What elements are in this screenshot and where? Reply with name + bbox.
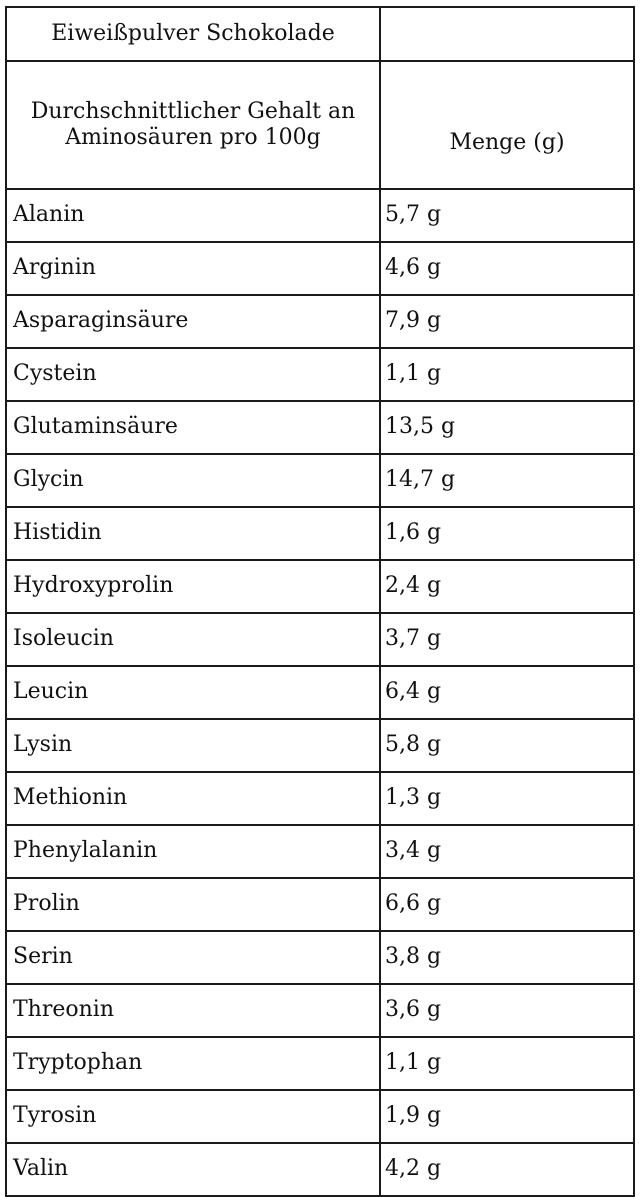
amino-acid-name: Leucin <box>6 666 380 719</box>
amino-acid-name: Cystein <box>6 348 380 401</box>
amino-acid-name: Methionin <box>6 772 380 825</box>
table-row <box>6 878 634 931</box>
amino-acid-amount: 3,7 g <box>380 613 634 666</box>
amino-acid-table <box>5 6 635 1197</box>
table-row <box>6 984 634 1037</box>
amino-acid-name: Lysin <box>6 719 380 772</box>
amino-acid-name: Glycin <box>6 454 380 507</box>
amino-acid-amount: 14,7 g <box>380 454 634 507</box>
amino-acid-name: Tyrosin <box>6 1090 380 1143</box>
amino-acid-amount: 1,1 g <box>380 1037 634 1090</box>
table-row <box>6 242 634 295</box>
table-body <box>6 7 634 1196</box>
table-row <box>6 189 634 242</box>
amino-acid-name: Threonin <box>6 984 380 1037</box>
table-row <box>6 295 634 348</box>
header-row <box>6 61 634 189</box>
amino-acid-name: Tryptophan <box>6 1037 380 1090</box>
amino-acid-amount: 7,9 g <box>380 295 634 348</box>
amino-acid-name: Glutaminsäure <box>6 401 380 454</box>
amino-acid-name: Valin <box>6 1143 380 1196</box>
table-row <box>6 666 634 719</box>
table-row <box>6 613 634 666</box>
table-row <box>6 401 634 454</box>
amino-acid-amount: 3,4 g <box>380 825 634 878</box>
table-row <box>6 560 634 613</box>
amino-acid-name: Histidin <box>6 507 380 560</box>
amino-acid-name: Arginin <box>6 242 380 295</box>
amino-acid-amount: 6,4 g <box>380 666 634 719</box>
amino-acid-name: Serin <box>6 931 380 984</box>
table-row <box>6 1090 634 1143</box>
amino-acid-amount: 2,4 g <box>380 560 634 613</box>
amino-acid-name: Hydroxyprolin <box>6 560 380 613</box>
header-amino-acid: Durchschnittlicher Gehalt an Aminosäuren pro 100g <box>6 61 380 189</box>
table-row <box>6 348 634 401</box>
amino-acid-amount: 5,8 g <box>380 719 634 772</box>
table-row <box>6 719 634 772</box>
amino-acid-name: Alanin <box>6 189 380 242</box>
table-row <box>6 1037 634 1090</box>
table-row <box>6 772 634 825</box>
amino-acid-name: Prolin <box>6 878 380 931</box>
amino-acid-amount: 1,9 g <box>380 1090 634 1143</box>
amino-acid-name: Asparaginsäure <box>6 295 380 348</box>
title-row <box>6 7 634 61</box>
table-row <box>6 1143 634 1196</box>
title-empty-cell <box>380 7 634 61</box>
header-amount: Menge (g) <box>380 61 634 189</box>
amino-acid-amount: 4,6 g <box>380 242 634 295</box>
table-title: Eiweißpulver Schokolade <box>6 7 380 61</box>
amino-acid-amount: 4,2 g <box>380 1143 634 1196</box>
amino-acid-amount: 1,3 g <box>380 772 634 825</box>
amino-acid-amount: 6,6 g <box>380 878 634 931</box>
amino-acid-amount: 1,1 g <box>380 348 634 401</box>
table-row <box>6 507 634 560</box>
amino-acid-amount: 3,6 g <box>380 984 634 1037</box>
amino-acid-amount: 13,5 g <box>380 401 634 454</box>
amino-acid-amount: 1,6 g <box>380 507 634 560</box>
table-row <box>6 825 634 878</box>
table-row <box>6 931 634 984</box>
amino-acid-amount: 3,8 g <box>380 931 634 984</box>
table-row <box>6 454 634 507</box>
amino-acid-amount: 5,7 g <box>380 189 634 242</box>
amino-acid-name: Phenylalanin <box>6 825 380 878</box>
amino-acid-name: Isoleucin <box>6 613 380 666</box>
